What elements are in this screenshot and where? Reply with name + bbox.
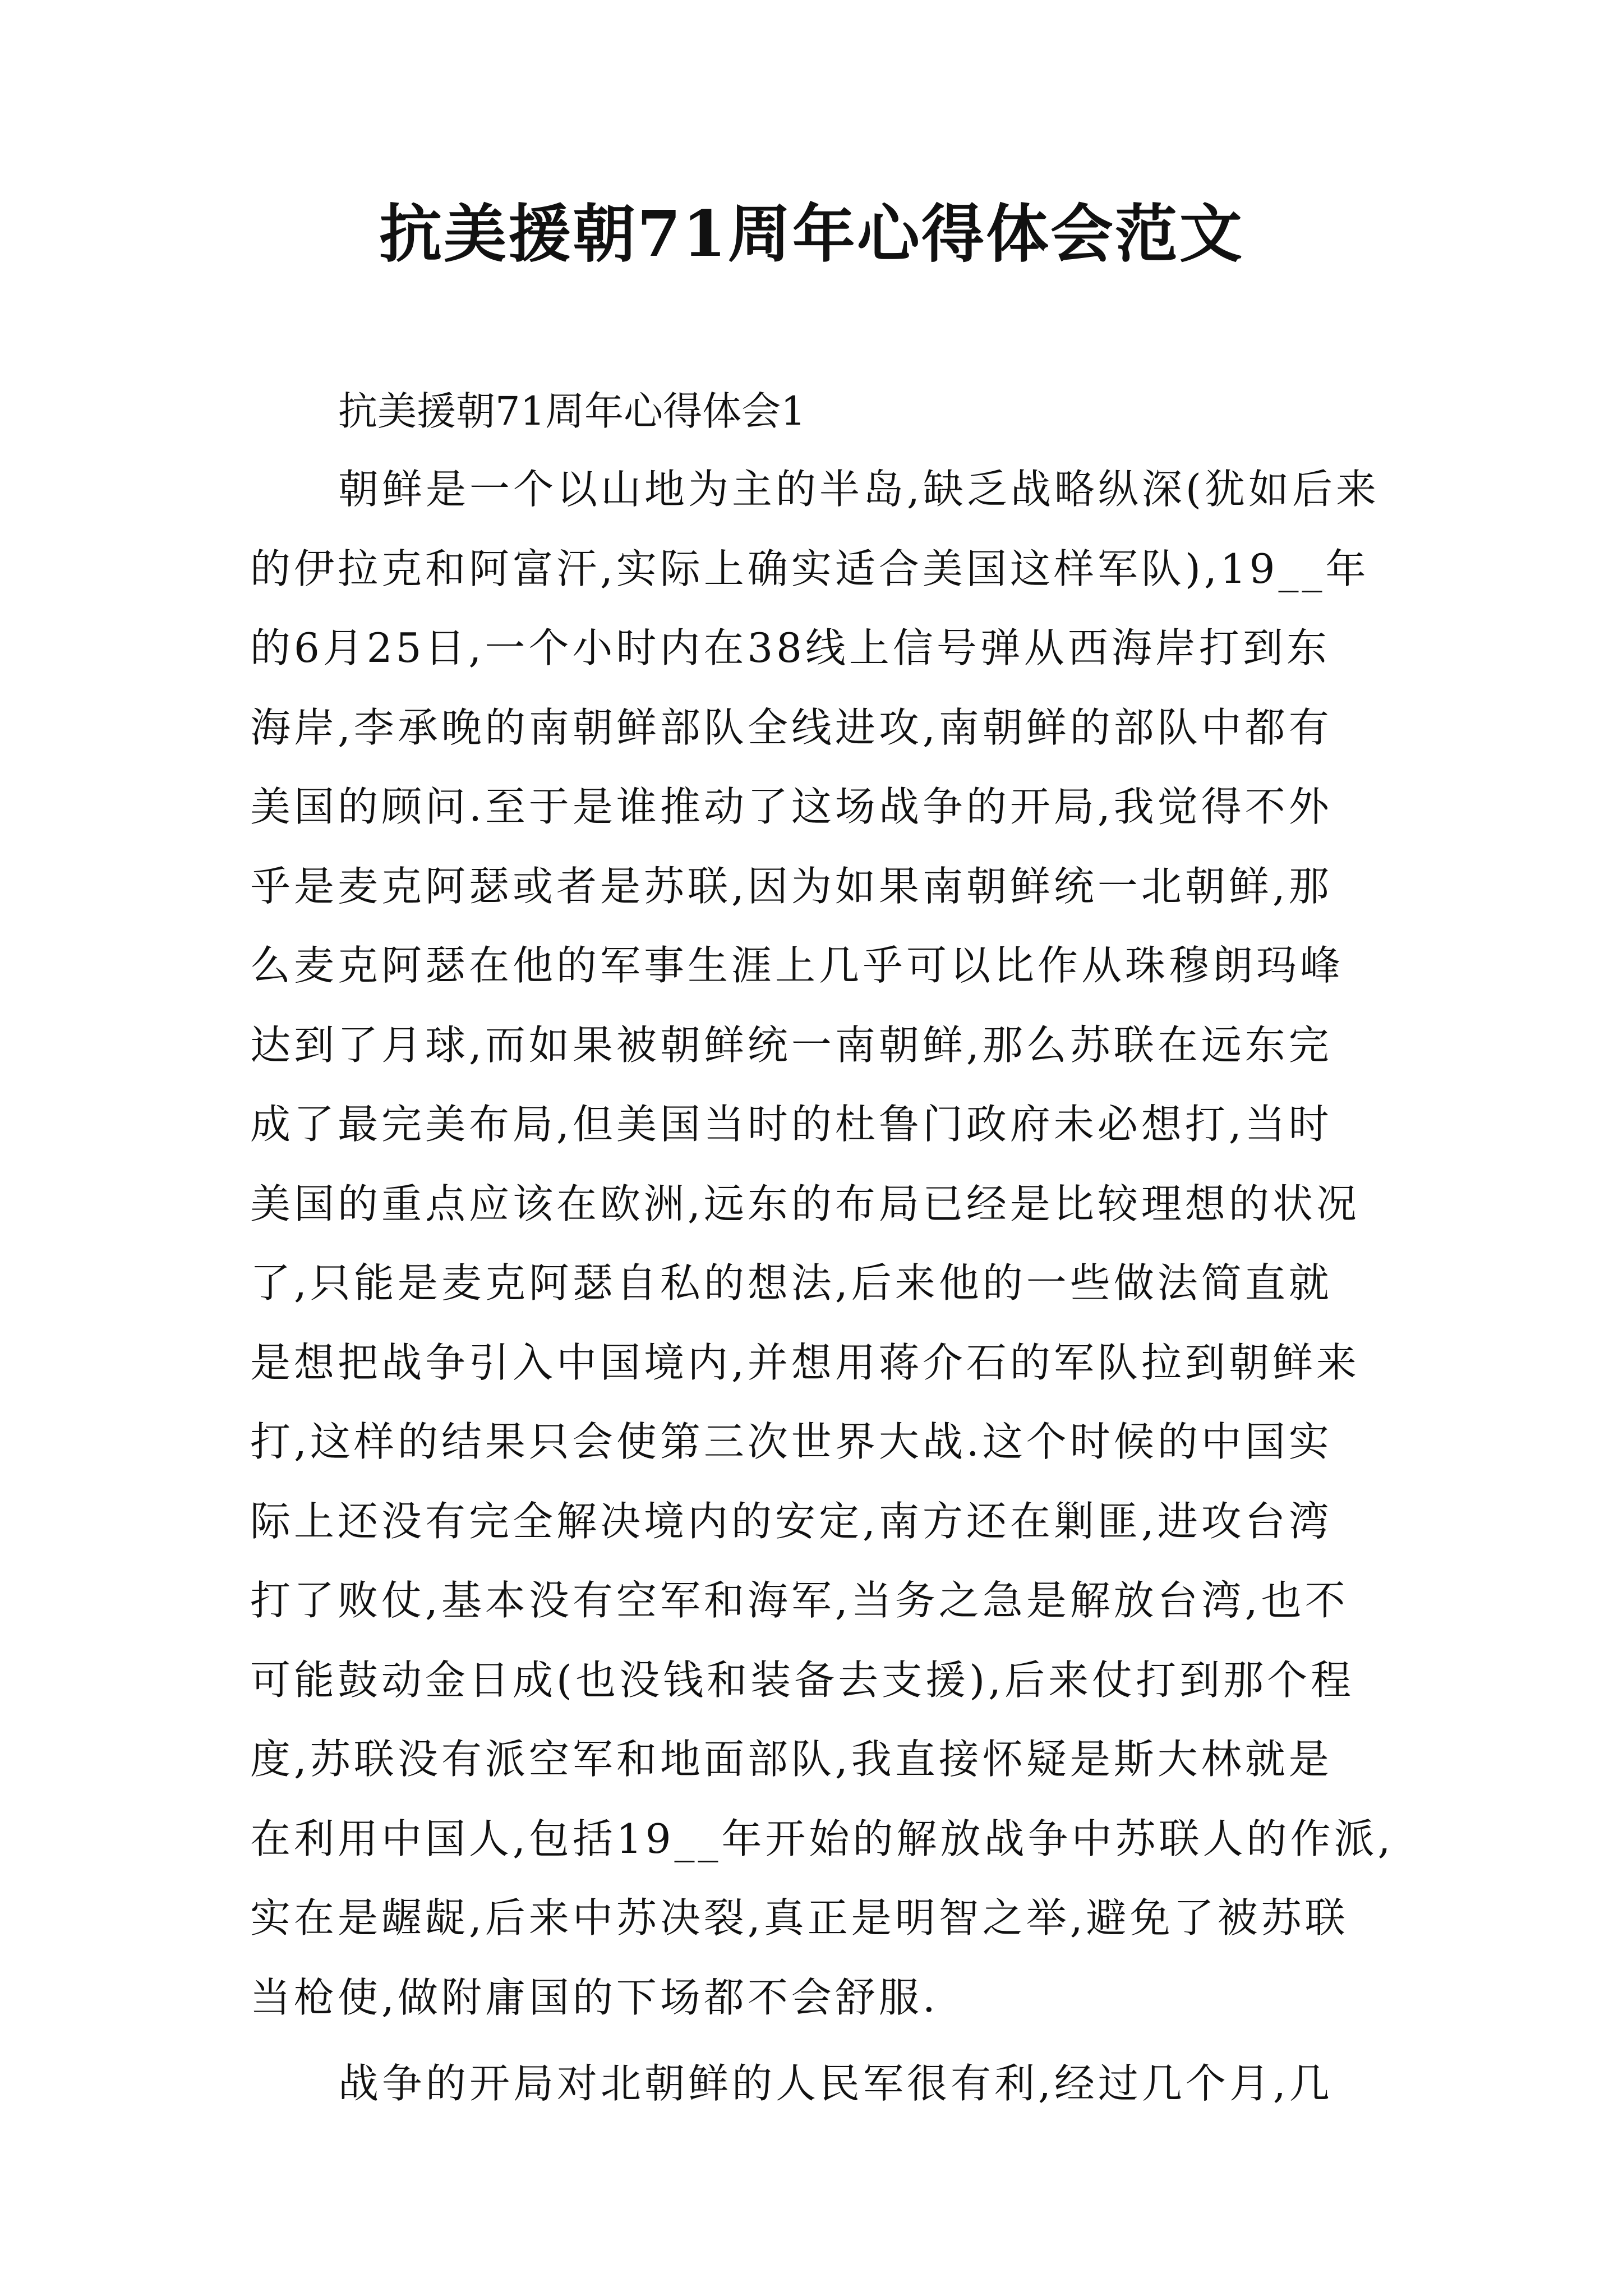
- paragraph-line: 实在是龌龊,后来中苏决裂,真正是明智之举,避免了被苏联: [250, 1894, 1349, 1941]
- paragraph-line: 打了败仗,基本没有空军和海军,当务之急是解放台湾,也不: [250, 1577, 1349, 1624]
- paragraph-line: 是想把战争引入中国境内,并想用蒋介石的军队拉到朝鲜来: [250, 1338, 1360, 1386]
- paragraph-line: 可能鼓动金日成(也没钱和装备去支援),后来仗打到那个程: [250, 1656, 1355, 1704]
- paragraph-line: 在利用中国人,包括19__年开始的解放战争中苏联人的作派,: [250, 1815, 1394, 1862]
- paragraph-line: 乎是麦克阿瑟或者是苏联,因为如果南朝鲜统一北朝鲜,那: [250, 862, 1332, 910]
- paragraph-line: 当枪使,做附庸国的下场都不会舒服.: [250, 1973, 939, 2021]
- paragraph-line: 美国的顾问.至于是谁推动了这场战争的开局,我觉得不外: [250, 783, 1332, 830]
- paragraph-line: 美国的重点应该在欧洲,远东的布局已经是比较理想的状况: [250, 1180, 1360, 1227]
- paragraph-line: 度,苏联没有派空军和地面部队,我直接怀疑是斯大林就是: [250, 1736, 1332, 1783]
- document-title: 抗美援朝71周年心得体会范文: [379, 197, 1244, 271]
- paragraph-line: 的伊拉克和阿富汗,实际上确实适合美国这样军队),19__年: [250, 545, 1370, 592]
- section-heading: 抗美援朝71周年心得体会1: [338, 388, 806, 434]
- paragraph-line: 么麦克阿瑟在他的军事生涯上几乎可以比作从珠穆朗玛峰: [250, 942, 1344, 989]
- paragraph-line: 达到了月球,而如果被朝鲜统一南朝鲜,那么苏联在远东完: [250, 1021, 1332, 1069]
- paragraph-line: 战争的开局对北朝鲜的人民军很有利,经过几个月,几: [338, 2060, 1333, 2107]
- paragraph-line: 的6月25日,一个小时内在38线上信号弹从西海岸打到东: [250, 624, 1330, 671]
- paragraph-line: 海岸,李承晚的南朝鲜部队全线进攻,南朝鲜的部队中都有: [250, 703, 1332, 751]
- paragraph-line: 了,只能是麦克阿瑟自私的想法,后来他的一些做法简直就: [250, 1259, 1332, 1306]
- body-text: [250, 450, 1394, 2124]
- paragraph-line: 朝鲜是一个以山地为主的半岛,缺乏战略纵深(犹如后来: [338, 466, 1380, 513]
- paragraph-line: 打,这样的结果只会使第三次世界大战.这个时候的中国实: [250, 1418, 1332, 1465]
- paragraph-line: 成了最完美布局,但美国当时的杜鲁门政府未必想打,当时: [250, 1101, 1332, 1148]
- paragraph-line: 际上还没有完全解决境内的安定,南方还在剿匪,进攻台湾: [250, 1497, 1332, 1545]
